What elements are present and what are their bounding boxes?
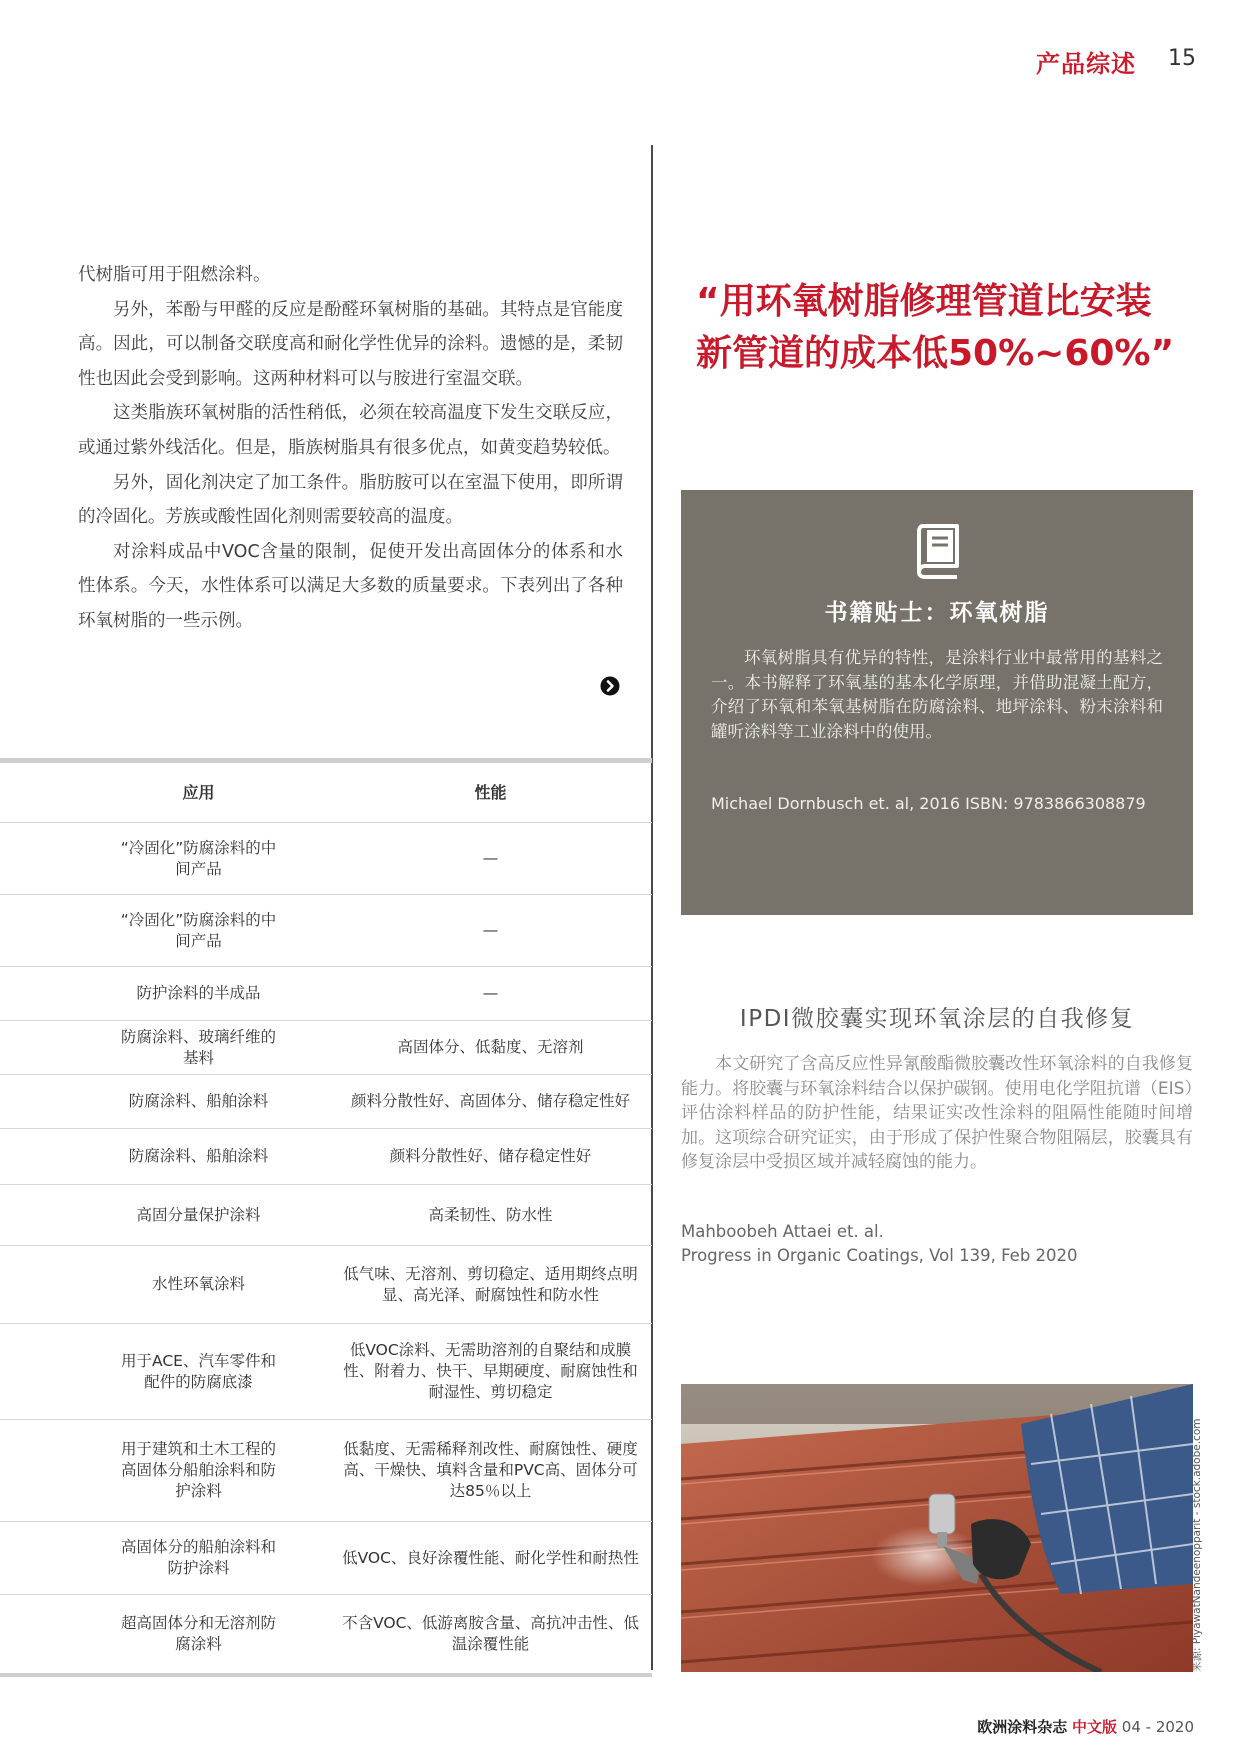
page-number: 15 — [1168, 46, 1196, 71]
article-journal: Progress in Organic Coatings, Vol 139, Feb 2020 — [681, 1246, 1078, 1265]
cell-application: 防护涂料的半成品 — [136, 984, 261, 1002]
table-header-row — [0, 763, 652, 822]
body-paragraph: 这类脂族环氧树脂的活性稍低，必须在较高温度下发生交联反应，或通过紫外线活化。但是，脂族树脂具有很多优点，如黄变趋势较低。 — [78, 403, 623, 458]
table-row — [0, 1245, 652, 1323]
cell-properties: — — [482, 849, 499, 867]
cell-properties: 高固体分、低黏度、无溶剂 — [397, 1038, 584, 1056]
cell-application: 防腐涂料、船舶涂料 — [128, 1147, 269, 1165]
cell-application: 高固分量保护涂料 — [136, 1205, 261, 1224]
cell-properties: 低VOC、良好涂覆性能、耐化学性和耐热性 — [342, 1548, 639, 1567]
table-row — [0, 1419, 652, 1521]
table-row — [0, 1184, 652, 1245]
book-tip-description: 环氧树脂具有优异的特性，是涂料行业中最常用的基料之一。本书解释了环氧基的基本化学原理，并借助混凝土配方，介绍了环氧和苯氧基树脂在防腐涂料、地坪涂料、粉末涂料和罐听涂料等工业涂料中的使用。 — [711, 648, 1163, 741]
article-author: Mahboobeh Attaei et. al. — [681, 1222, 884, 1241]
photo-credit — [1186, 1382, 1208, 1674]
cell-application: 防腐涂料、玻璃纤维的基料 — [120, 1027, 276, 1067]
table-row — [0, 1521, 652, 1594]
header-application: 应用 — [182, 783, 215, 802]
footer — [977, 1716, 1194, 1737]
cell-properties: 颜料分散性好、储存稳定性好 — [389, 1147, 592, 1165]
table-row — [0, 1323, 652, 1419]
cell-application: 用于ACE、汽车零件和配件的防腐底漆 — [121, 1351, 276, 1391]
cell-properties: 高柔韧性、防水性 — [428, 1205, 553, 1224]
cell-properties: 低黏度、无需稀释剂改性、耐腐蚀性、硬度高、干燥快、填料含量和PVC高、固体分可达85％以上 — [343, 1440, 638, 1500]
pull-quote-line: 新管道的成本低50%~60%” — [696, 333, 1175, 374]
body-text — [78, 258, 623, 639]
table-row — [0, 1128, 652, 1184]
cell-application: 超高固体分和无溶剂防腐涂料 — [120, 1614, 276, 1653]
footer-issue: 04 - 2020 — [1121, 1718, 1194, 1736]
photo-credit-text: 来源: PiyawatNandeenopparit - stock.adobe.com — [1191, 1418, 1203, 1672]
article-description: 本文研究了含高反应性异氰酸酯微胶囊改性环氧涂料的自我修复能力。将胶囊与环氧涂料结合以保护碳钢。使用电化学阻抗谱（EIS）评估涂料样品的防护性能，结果证实改性涂料的阻隔性能随时间增加。这项综合研究证实，由于形成了保护性聚合物阻隔层，胶囊具有修复涂层中受损区域并减轻腐蚀的能力。 — [681, 1054, 1193, 1172]
table-row — [0, 822, 652, 894]
section-title: 产品综述 — [1036, 50, 1136, 78]
pull-quote-line: “用环氧树脂修理管道比安装 — [696, 281, 1152, 322]
footer-edition: 中文版 — [1071, 1718, 1117, 1736]
cell-properties: — — [482, 984, 499, 1002]
book-icon — [907, 520, 967, 580]
cell-application: 用于建筑和土木工程的高固体分船舶涂料和防护涂料 — [120, 1440, 276, 1500]
cell-application: 高固体分的船舶涂料和防护涂料 — [120, 1538, 276, 1577]
book-tip-box — [681, 490, 1193, 915]
footer-magazine: 欧洲涂料杂志 — [977, 1718, 1068, 1736]
header-properties: 性能 — [474, 783, 507, 802]
body-paragraph: 另外，苯酚与甲醛的反应是酚醛环氧树脂的基础。其特点是官能度高。因此，可以制备交联度高和耐化学性优异的涂料。遗憾的是，柔韧性也因此会受到影响。这两种材料可以与胺进行室温交联。 — [78, 299, 623, 389]
article-title: IPDI微胶囊实现环氧涂层的自我修复 — [739, 1006, 1135, 1032]
cell-properties: — — [482, 921, 499, 939]
body-paragraph: 另外，固化剂决定了加工条件。脂肪胺可以在室温下使用，即所谓的冷固化。芳族或酸性固化剂则需要较高的温度。 — [78, 472, 623, 528]
cell-application: “冷固化”防腐涂料的中间产品 — [120, 910, 277, 950]
spray-painting-photo — [681, 1384, 1193, 1672]
spec-table — [0, 758, 652, 1677]
table-row — [0, 1074, 652, 1128]
cell-application: 水性环氧涂料 — [151, 1275, 245, 1293]
cell-properties: 不含VOC、低游离胺含量、高抗冲击性、低温涂覆性能 — [342, 1614, 639, 1653]
book-tip-title: 书籍贴士：环氧树脂 — [824, 600, 1050, 626]
table-row — [0, 1594, 652, 1673]
arrow-right-circle-icon[interactable] — [600, 676, 620, 696]
table-row — [0, 966, 652, 1020]
cell-properties: 低气味、无溶剂、剪切稳定、适用期终点明显、高光泽、耐腐蚀性和防水性 — [343, 1264, 638, 1304]
pull-quote — [696, 276, 1206, 380]
body-paragraph: 代树脂可用于阻燃涂料。 — [78, 265, 271, 285]
cell-properties: 颜料分散性好、高固体分、储存稳定性好 — [350, 1092, 630, 1110]
cell-application: 防腐涂料、船舶涂料 — [128, 1092, 269, 1110]
body-paragraph: 对涂料成品中VOC含量的限制，促使开发出高固体分的体系和水性体系。今天，水性体系可以满足大多数的质量要求。下表列出了各种环氧树脂的一些示例。 — [78, 541, 623, 631]
table-row — [0, 1020, 652, 1074]
cell-properties: 低VOC涂料、无需助溶剂的自聚结和成膜性、附着力、快干、早期硬度、耐腐蚀性和耐湿性、剪切稳定 — [343, 1341, 638, 1401]
table-row — [0, 894, 652, 966]
book-tip-reference: Michael Dornbusch et. al, 2016 ISBN: 9783866308879 — [711, 794, 1146, 813]
cell-application: “冷固化”防腐涂料的中间产品 — [120, 838, 277, 878]
